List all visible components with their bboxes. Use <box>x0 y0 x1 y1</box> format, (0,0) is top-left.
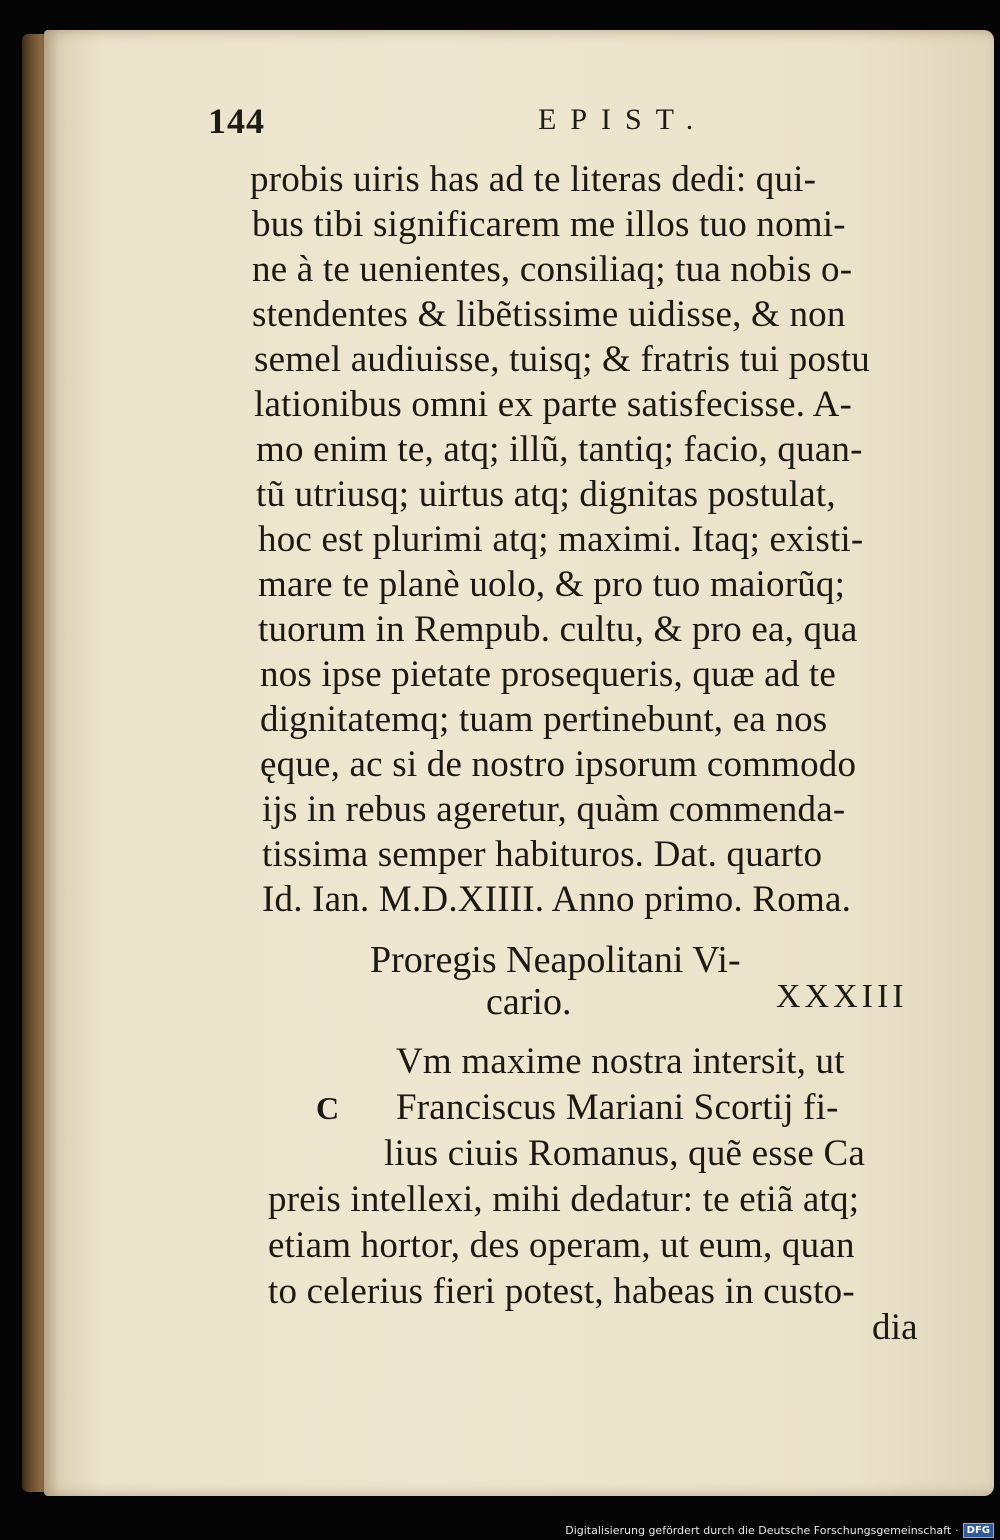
body-line: tũ utriusq; uirtus atq; dignitas postulat, <box>256 474 836 515</box>
letter-line: etiam hortor, des operam, ut eum, quan <box>268 1225 855 1266</box>
body-line: ne à te uenientes, consiliaq; tua nobis o- <box>252 249 853 290</box>
letter-line: Vm maxime nostra intersit, ut <box>396 1041 845 1082</box>
digitization-credit <box>565 1523 994 1538</box>
body-line: mare te planè uolo, & pro tuo maiorũq; <box>258 564 846 605</box>
letter-line: lius ciuis Romanus, quẽ esse Ca <box>384 1133 865 1174</box>
body-line: semel audiuisse, tuisq; & fratris tui postu <box>254 339 870 380</box>
letter-number: XXXIII <box>776 978 908 1015</box>
letter-line: preis intellexi, mihi dedatur: te etiã atq; <box>268 1179 860 1220</box>
dfg-logo: DFG <box>963 1523 994 1538</box>
catchword: dia <box>872 1307 918 1348</box>
dot-separator: · <box>955 1524 959 1537</box>
running-head: EPIST. <box>538 103 708 136</box>
body-line: stendentes & libẽtissime uidisse, & non <box>252 294 846 335</box>
letter-line: to celerius fieri potest, habeas in custo- <box>268 1271 855 1312</box>
body-line: hoc est plurimi atq; maximi. Itaq; existi- <box>258 519 864 560</box>
body-line: bus tibi significarem me illos tuo nomi- <box>252 204 846 245</box>
body-line: ijs in rebus ageretur, quàm commenda- <box>262 789 846 830</box>
initial-letter: C <box>316 1090 340 1126</box>
body-line: dignitatemq; tuam pertinebunt, ea nos <box>260 699 828 740</box>
section-heading: Proregis Neapolitani Vi- <box>370 939 741 981</box>
body-line: Id. Ian. M.D.XIIII. Anno primo. Roma. <box>262 879 852 920</box>
body-line: tuorum in Rempub. cultu, & pro ea, qua <box>258 609 858 650</box>
body-line: tissima semper habituros. Dat. quarto <box>262 834 823 875</box>
credit-text: Digitalisierung gefördert durch die Deutsche Forschungsgemeinschaft <box>565 1524 952 1537</box>
body-line: lationibus omni ex parte satisfecisse. A- <box>254 384 853 425</box>
body-line: ęque, ac si de nostro ipsorum commodo <box>260 744 857 785</box>
letter-line: Franciscus Mariani Scortij fi- <box>396 1087 839 1128</box>
body-line: nos ipse pietate prosequeris, quæ ad te <box>260 654 837 695</box>
body-line: probis uiris has ad te literas dedi: qui- <box>250 159 817 200</box>
page-number: 144 <box>208 101 265 141</box>
section-heading-continued: cario. <box>486 981 572 1023</box>
body-line: mo enim te, atq; illũ, tantiq; facio, quan- <box>256 429 863 470</box>
